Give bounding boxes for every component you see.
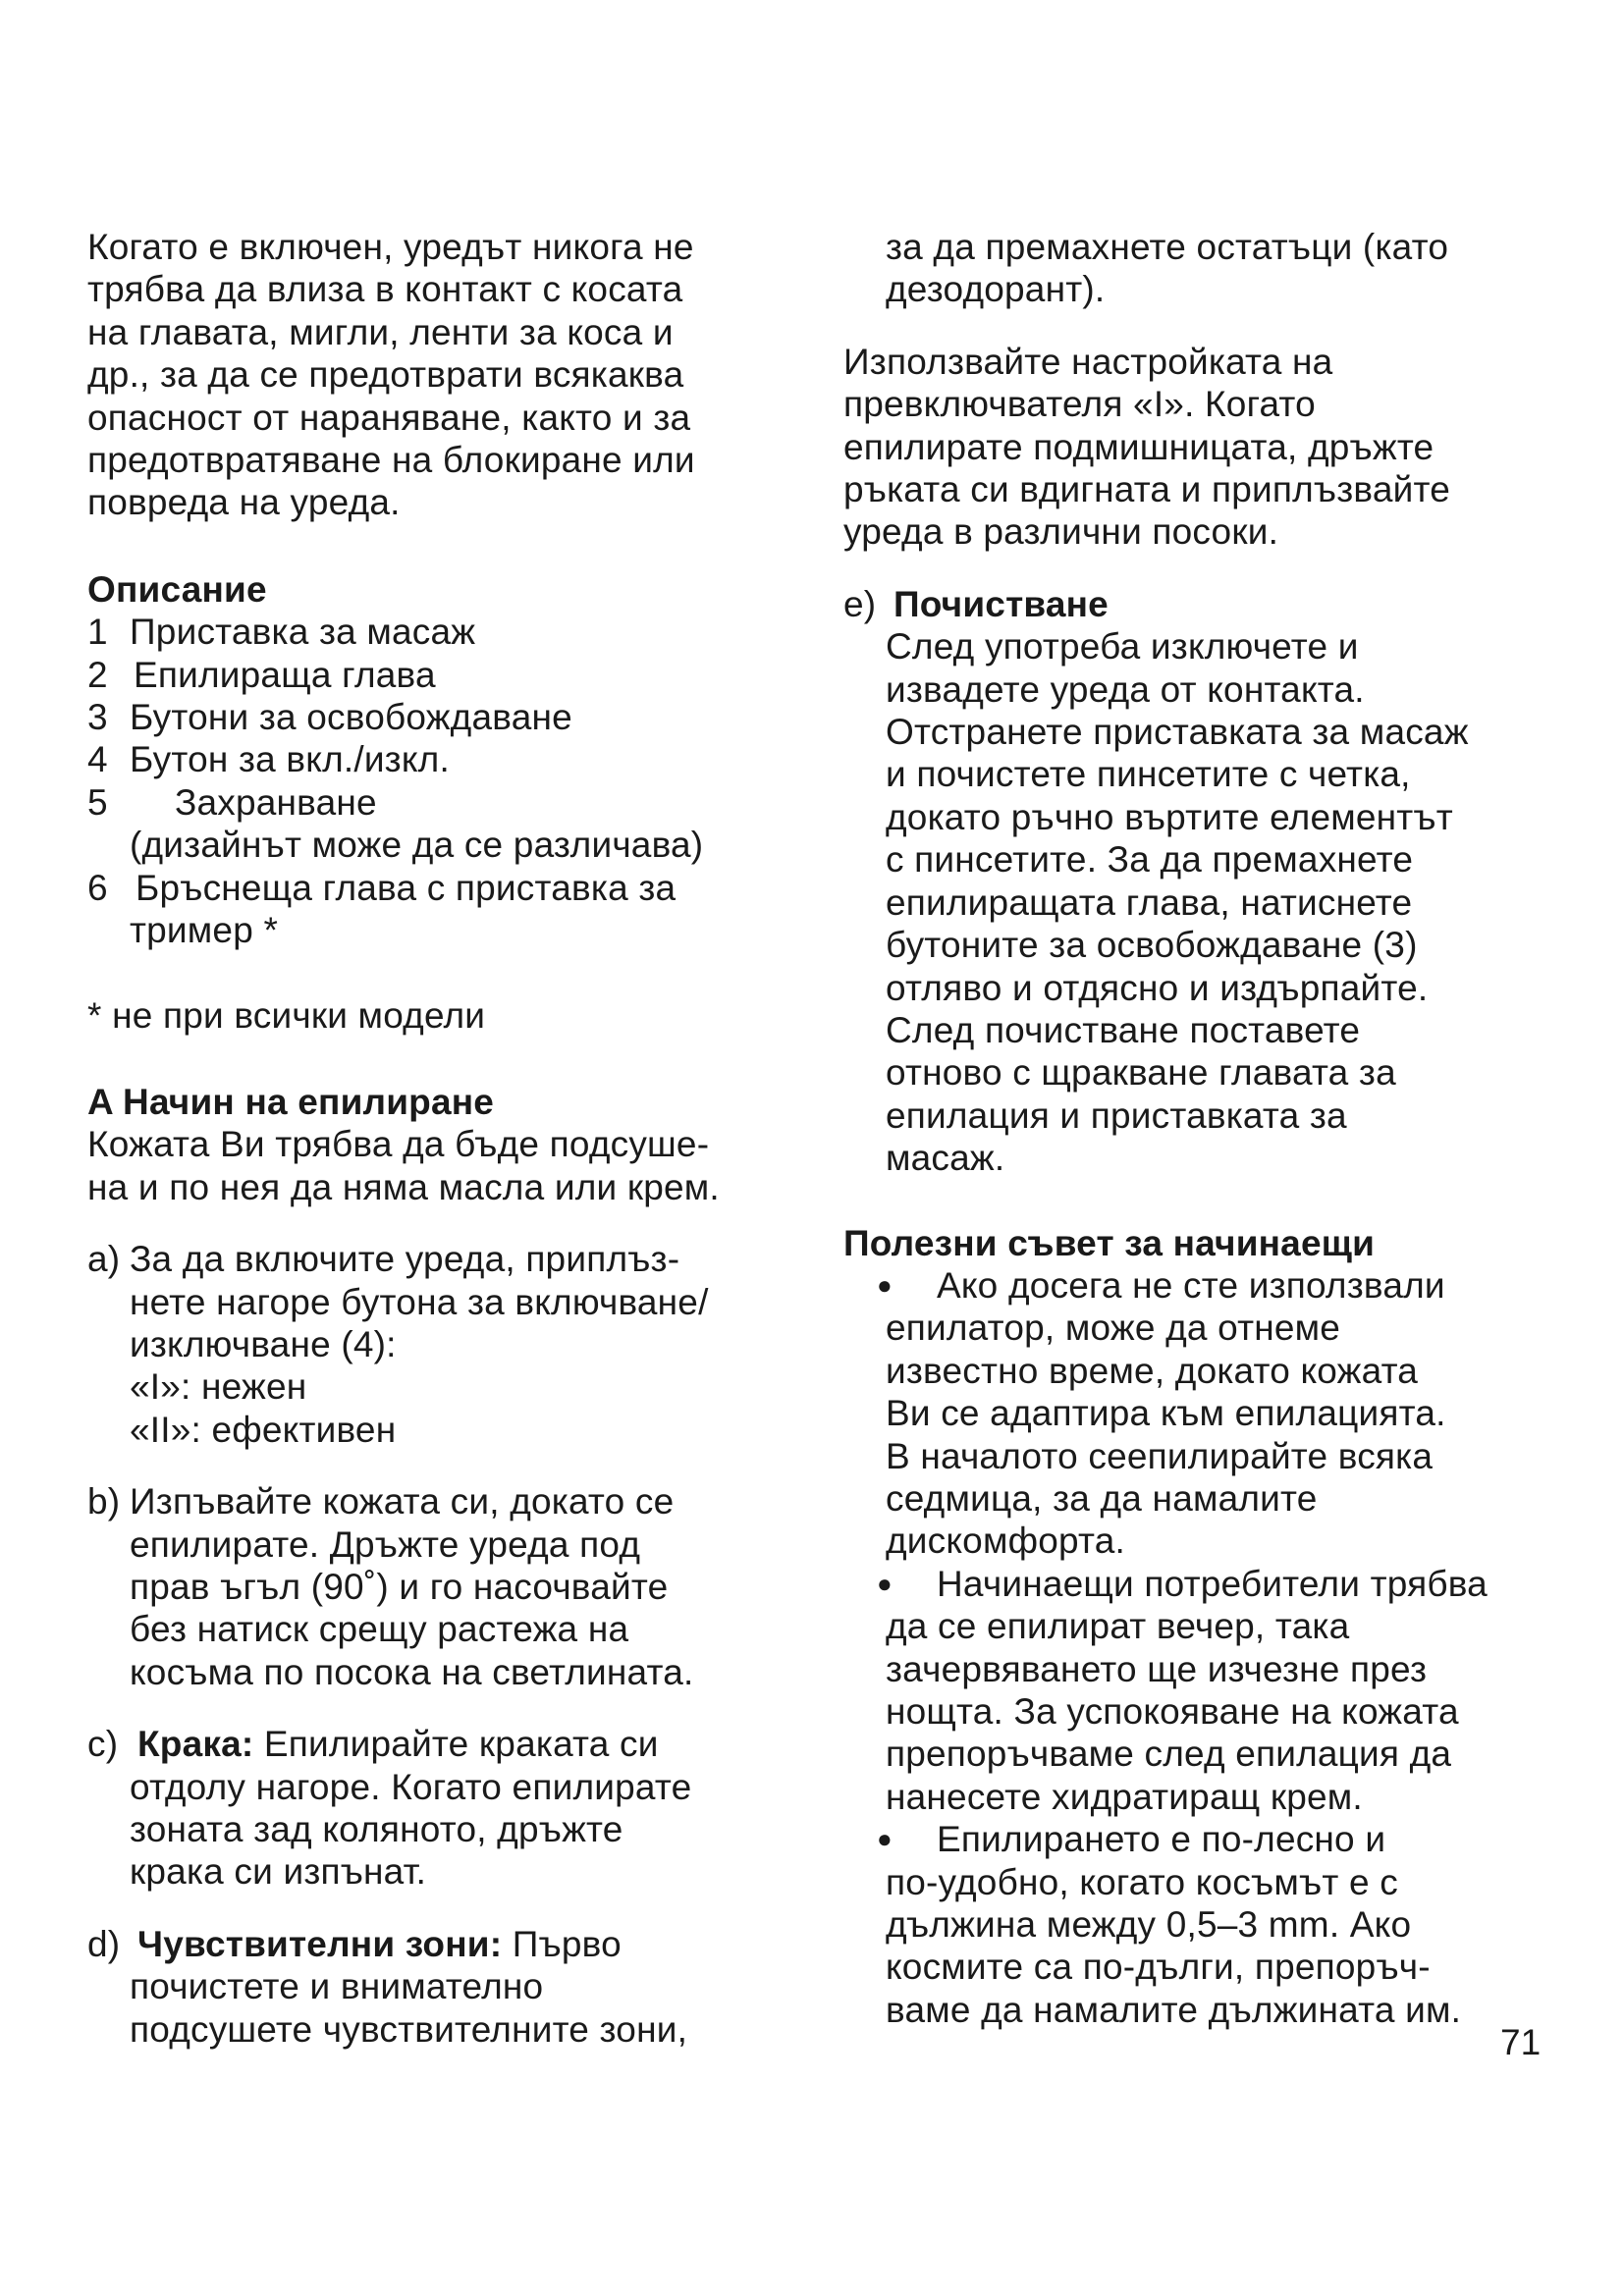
text-line: извадете уреда от контакта. bbox=[886, 668, 1365, 710]
text-line: Изпъвайте кожата си, докато се bbox=[130, 1481, 675, 1522]
step-d bbox=[87, 1923, 794, 2051]
text-line: «I»: нежен bbox=[130, 1366, 307, 1408]
step-c bbox=[87, 1723, 794, 1894]
cleaning-section bbox=[843, 583, 1550, 1180]
item-number: 3 bbox=[87, 697, 108, 738]
tip-bullet bbox=[843, 1818, 1550, 2031]
step-marker: b) bbox=[87, 1481, 121, 1522]
item-text: Приставка за масаж bbox=[130, 612, 476, 653]
text-line: по-удобно, когато косъмът е с bbox=[886, 1861, 1398, 1902]
step-b bbox=[87, 1480, 794, 1693]
text-line: След почистване поставете bbox=[886, 1009, 1361, 1050]
text-line: ръката си вдигната и приплъзвайте bbox=[843, 469, 1451, 510]
list-item bbox=[87, 867, 794, 952]
page-number: 71 bbox=[1500, 2022, 1542, 2062]
text-line: подсушете чувствителните зони, bbox=[130, 2008, 688, 2050]
bullet-dot: ● bbox=[877, 1824, 893, 1854]
list-item bbox=[87, 781, 794, 867]
text-line: нощта. За успокояване на кожата bbox=[886, 1691, 1459, 1732]
text-line: Кожата Ви трябва да бъде подсуше- bbox=[87, 1124, 710, 1165]
tip-bullet bbox=[843, 1563, 1550, 1818]
text-line: седмица, за да намалите bbox=[886, 1477, 1318, 1519]
text-line: дискомфорта. bbox=[886, 1521, 1125, 1562]
item-number: 4 bbox=[87, 739, 108, 780]
step-marker: a) bbox=[87, 1239, 121, 1280]
left-column bbox=[87, 226, 794, 2051]
text-line bbox=[130, 1923, 794, 1965]
text-line: препоръчваме след епилация да bbox=[886, 1734, 1452, 1775]
text-line: епилатор, може да отнеме bbox=[886, 1308, 1341, 1349]
text-line: отново с щракване главата за bbox=[886, 1052, 1396, 1094]
text-line: След употреба изключете и bbox=[886, 626, 1359, 667]
text-line: Ви се адаптира към епилацията. bbox=[886, 1393, 1446, 1434]
text-line: за да премахнете остатъци (като bbox=[886, 227, 1449, 267]
step-marker: d) bbox=[87, 1923, 121, 1964]
text-line: епилиращата глава, натиснете bbox=[886, 881, 1413, 923]
item-text: Епилираща глава bbox=[134, 654, 436, 695]
text-line: епилация и приставката за bbox=[886, 1095, 1347, 1136]
method-section bbox=[87, 1081, 794, 2051]
text-line: нанесете хидратиращ крем. bbox=[886, 1776, 1363, 1817]
description-heading: Описание bbox=[87, 568, 267, 610]
switch-paragraph bbox=[843, 341, 1550, 554]
text-line: трябва да влиза в контакт с косата bbox=[87, 269, 683, 310]
text-line: без натиск срещу растежа на bbox=[130, 1609, 629, 1650]
item-text: Бръснеща глава с приставка за bbox=[135, 867, 677, 908]
item-text-continued: тример * bbox=[130, 910, 279, 951]
text-line: зачервяването ще изчезне през bbox=[886, 1648, 1428, 1689]
text-line: косъма по посока на светлината. bbox=[130, 1651, 694, 1692]
text-line: др., за да се предотврати всякаква bbox=[87, 354, 684, 396]
text-span: Епилирайте краката си bbox=[253, 1724, 659, 1765]
text-line: известно време, докато кожата bbox=[886, 1350, 1419, 1391]
right-column bbox=[843, 226, 1550, 2031]
text-line: с пинсетите. За да премахнете bbox=[886, 839, 1414, 881]
tips-section bbox=[843, 1222, 1550, 2032]
method-heading: A Начин на епилиране bbox=[87, 1081, 495, 1122]
text-line: прав ъгъл (90˚) и го насочвайте bbox=[130, 1566, 669, 1607]
step-marker: e) bbox=[843, 583, 877, 624]
text-line: крака си изпънат. bbox=[130, 1851, 427, 1893]
text-line: Епилирането е по-лесно и bbox=[937, 1819, 1386, 1860]
text-line: опасност от нараняване, както и за bbox=[87, 397, 691, 438]
item-text: Бутони за освобождаване bbox=[130, 697, 572, 738]
step-marker: c) bbox=[87, 1724, 119, 1765]
intro-paragraph bbox=[87, 226, 794, 524]
text-line: докато ръчно въртите елементът bbox=[886, 796, 1453, 837]
text-line: изключване (4): bbox=[130, 1323, 397, 1364]
text-line: почистете и внимателно bbox=[130, 1966, 544, 2007]
bold-label: Чувствителни зони: bbox=[137, 1923, 503, 1964]
text-line: ваме да намалите дължината им. bbox=[886, 1989, 1462, 2030]
text-line: Използвайте настройката на bbox=[843, 341, 1333, 382]
bold-label: Крака: bbox=[137, 1724, 254, 1765]
continued-paragraph bbox=[843, 226, 1550, 311]
step-a bbox=[87, 1238, 794, 1451]
text-line: «II»: ефективен bbox=[130, 1409, 397, 1450]
item-number: 2 bbox=[87, 654, 108, 695]
item-text: Захранване bbox=[154, 781, 377, 823]
text-span: Първо bbox=[502, 1923, 622, 1964]
text-line: В началото сеепилирайте всяка bbox=[886, 1435, 1434, 1476]
text-line: бутоните за освобождаване (3) bbox=[886, 925, 1418, 966]
item-text: Бутон за вкл./изкл. bbox=[130, 739, 450, 780]
item-number: 5 bbox=[87, 781, 108, 823]
text-line: на главата, мигли, ленти за коса и bbox=[87, 311, 674, 352]
text-line: превключвателя «I». Когато bbox=[843, 384, 1316, 425]
text-line: Отстранете приставката за масаж bbox=[886, 712, 1469, 753]
item-text-continued: (дизайнът може да се различава) bbox=[130, 825, 704, 866]
text-line: на и по нея да няма масла или крем. bbox=[87, 1166, 720, 1207]
text-line: За да включите уреда, приплъз- bbox=[130, 1239, 680, 1280]
text-line: дезодорант). bbox=[886, 269, 1106, 310]
item-number: 1 bbox=[87, 612, 108, 653]
text-line: Начинаещи потребители трябва bbox=[937, 1563, 1488, 1604]
text-line: нете нагоре бутона за включване/ bbox=[130, 1281, 709, 1322]
list-item bbox=[87, 696, 794, 738]
text-line: предотвратяване на блокиране или bbox=[87, 440, 695, 481]
text-line: отдолу нагоре. Когато епилирате bbox=[130, 1766, 692, 1807]
description-section bbox=[87, 568, 794, 1037]
text-line: епилирате. Дръжте уреда под bbox=[130, 1523, 641, 1565]
list-item bbox=[87, 654, 794, 696]
footnote: * не при всички модели bbox=[87, 994, 486, 1036]
list-item bbox=[87, 611, 794, 653]
bullet-dot: ● bbox=[877, 1269, 893, 1300]
text-line: дължина между 0,5–3 mm. Ако bbox=[886, 1904, 1412, 1946]
text-line: да се епилират вечер, така bbox=[886, 1606, 1350, 1647]
tips-heading: Полезни съвет за начинаещи bbox=[843, 1222, 1376, 1263]
cleaning-heading: Почистване bbox=[893, 583, 1109, 624]
text-line: зоната зад коляното, дръжте bbox=[130, 1809, 623, 1849]
text-line: Ако досега не сте използвали bbox=[937, 1264, 1445, 1306]
list-item bbox=[87, 738, 794, 780]
text-line: Когато е включен, уредът никога не bbox=[87, 227, 694, 267]
item-number: 6 bbox=[87, 867, 108, 908]
tip-bullet bbox=[843, 1264, 1550, 1563]
text-line: повреда на уреда. bbox=[87, 482, 401, 523]
bullet-dot: ● bbox=[877, 1568, 893, 1598]
text-line: отляво и отдясно и издърпайте. bbox=[886, 967, 1429, 1008]
text-line: масаж. bbox=[886, 1138, 1005, 1179]
text-line: космите са по-дълги, препоръч- bbox=[886, 1947, 1431, 1988]
text-line: уреда в различни посоки. bbox=[843, 511, 1279, 553]
text-line: епилирате подмишницата, дръжте bbox=[843, 426, 1435, 467]
text-line bbox=[130, 1723, 794, 1765]
text-line: и почистете пинсетите с четка, bbox=[886, 754, 1411, 795]
